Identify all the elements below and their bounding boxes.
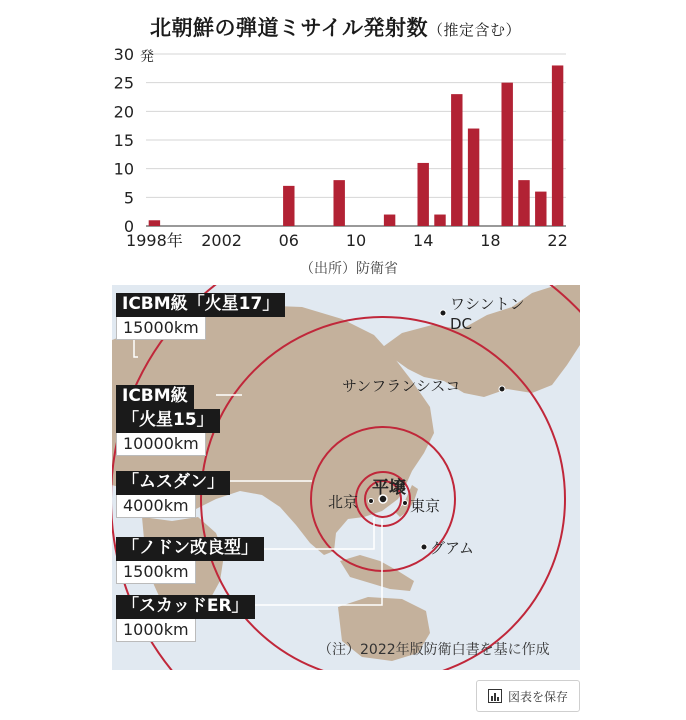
city-dot-sanfrancisco — [499, 386, 505, 392]
bar — [434, 215, 445, 226]
bar — [417, 163, 428, 226]
x-tick-label: 14 — [413, 231, 434, 250]
y-tick-label: 0 — [123, 217, 134, 236]
missile-name-line2: 「火星15」 — [116, 409, 220, 433]
bar — [451, 94, 462, 226]
x-tick-label: 10 — [345, 231, 367, 250]
missile-nodong-improved — [116, 537, 264, 584]
y-axis-unit: 発 — [140, 49, 154, 65]
y-tick-label: 10 — [113, 159, 134, 179]
y-tick-label: 20 — [113, 102, 134, 122]
missile-range: 4000km — [116, 495, 196, 518]
city-dot-tokyo — [403, 501, 408, 506]
bar — [149, 220, 160, 226]
city-label-guam: グアム — [430, 539, 474, 557]
x-tick-label: 22 — [547, 231, 568, 250]
missile-name: 「ムスダン」 — [116, 471, 230, 495]
bar — [468, 129, 479, 226]
x-tick-label: 2002 — [201, 231, 242, 250]
missile-hwasong15 — [116, 385, 220, 456]
save-chart-label: 図表を保存 — [507, 689, 568, 704]
x-tick-label: 06 — [278, 231, 299, 250]
save-chart-button[interactable] — [476, 680, 580, 712]
missile-name-line1: ICBM級 — [116, 385, 194, 409]
bar — [333, 180, 344, 226]
missile-range: 10000km — [116, 433, 206, 456]
bar — [501, 83, 512, 226]
map-note: （注）2022年版防衛白書を基に作成 — [318, 642, 550, 658]
bar-chart-icon — [488, 689, 502, 703]
city-dot-washington — [440, 310, 446, 316]
city-label-sanfrancisco: サンフランシスコ — [342, 377, 461, 395]
city-label-washington: ワシントン — [450, 295, 525, 313]
city-label-washington-dc: DC — [450, 315, 473, 333]
bar-chart — [110, 40, 580, 258]
chart-source: （出所）防衛省 — [300, 261, 398, 277]
missile-name: 「スカッドER」 — [116, 595, 255, 619]
missile-range: 1000km — [116, 619, 196, 642]
city-dot-beijing — [369, 499, 374, 504]
missile-scud-er — [116, 595, 255, 642]
city-dot-guam — [421, 544, 427, 550]
missile-musudan — [116, 471, 230, 518]
chart-title: 北朝鮮の弾道ミサイル発射数（推定含む） — [150, 16, 522, 40]
missile-range-map — [112, 285, 580, 670]
bar — [552, 65, 563, 226]
bar — [384, 215, 395, 226]
x-tick-label: 1998年 — [126, 231, 183, 250]
x-tick-label: 18 — [480, 231, 501, 250]
missile-name: 「ノドン改良型」 — [116, 537, 264, 561]
missile-range: 15000km — [116, 317, 206, 340]
city-label-beijing: 北京 — [328, 493, 359, 511]
bar — [535, 192, 546, 226]
bar — [518, 180, 529, 226]
y-tick-label: 25 — [113, 73, 134, 93]
city-label-tokyo: 東京 — [410, 497, 441, 515]
missile-hwasong17 — [116, 293, 285, 340]
y-tick-label: 5 — [123, 188, 134, 208]
bar — [283, 186, 294, 226]
y-tick-label: 30 — [113, 45, 134, 64]
city-label-pyongyang: 平壌 — [372, 478, 406, 498]
y-tick-label: 15 — [113, 131, 134, 150]
missile-range: 1500km — [116, 561, 196, 584]
missile-name: ICBM級「火星17」 — [116, 293, 285, 317]
